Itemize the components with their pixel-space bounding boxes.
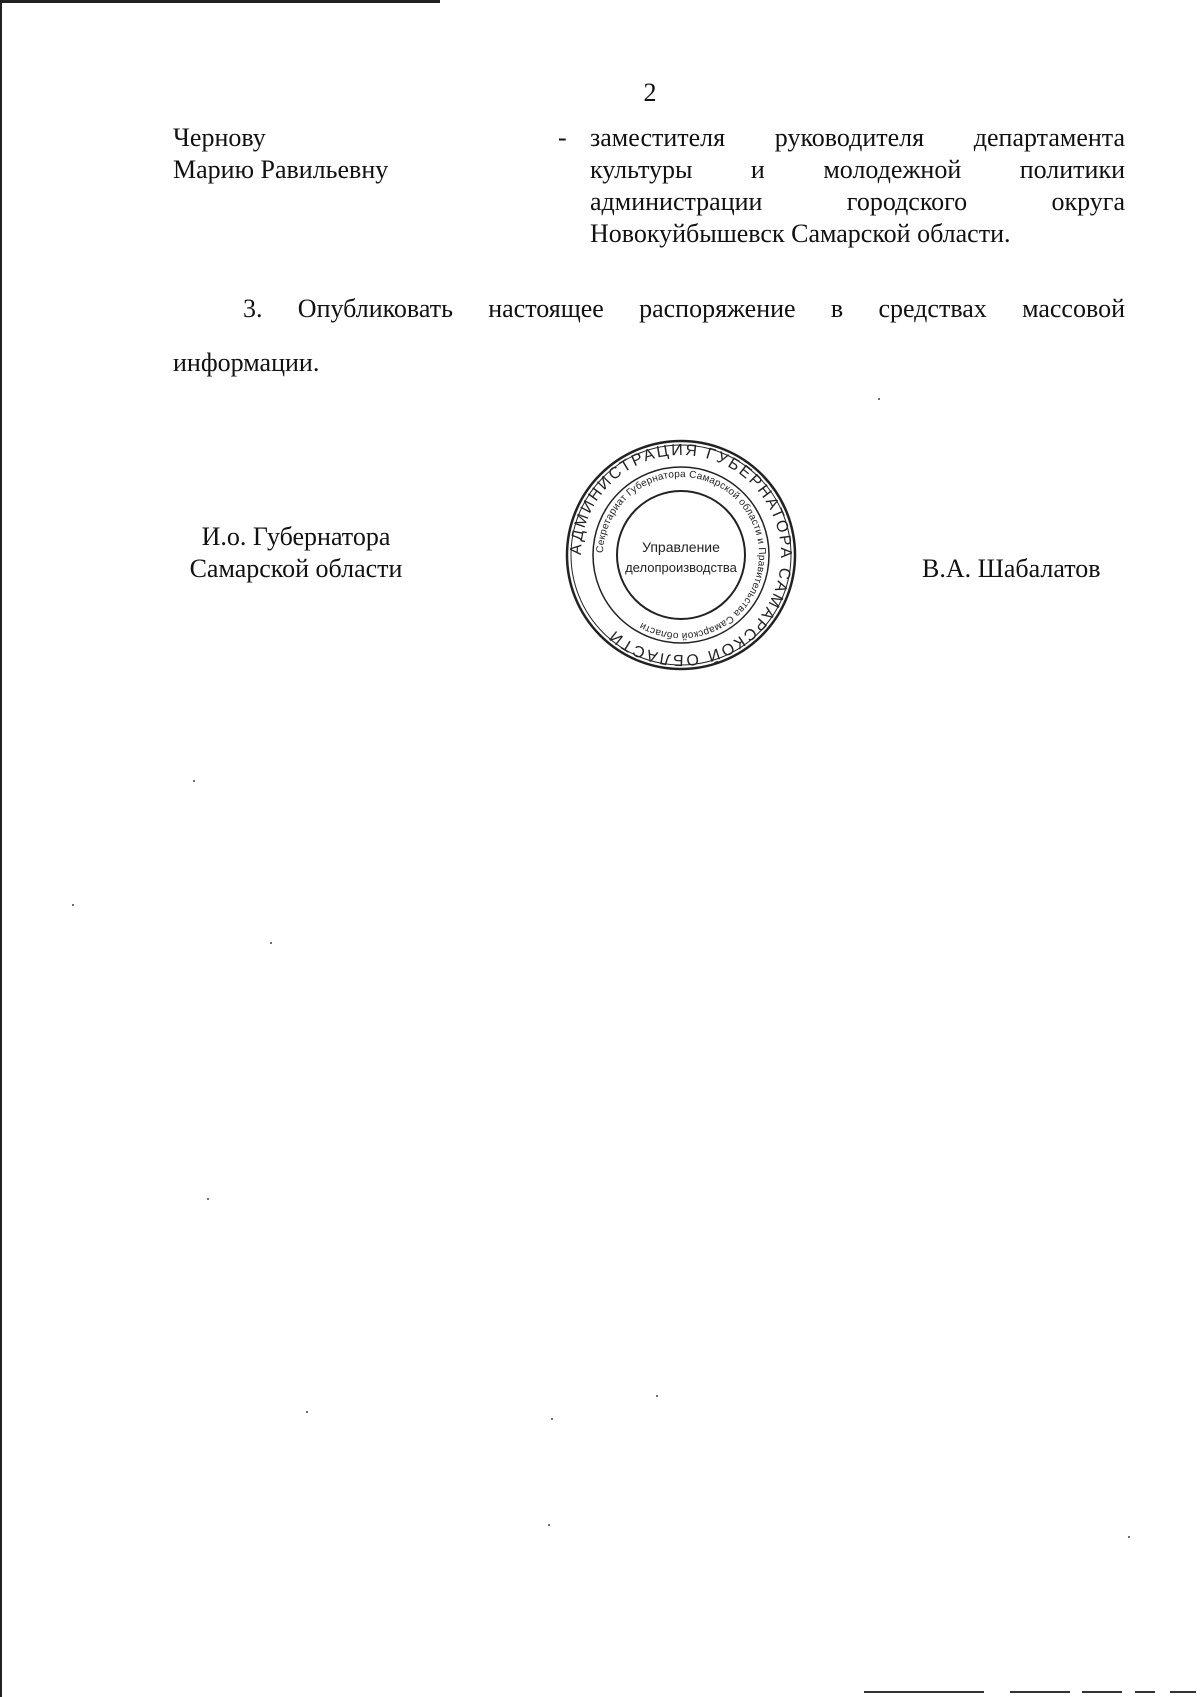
position-line: администрации городского округа [590,187,1125,216]
signatory-name: В.А. Шабалатов [922,554,1101,583]
scan-bottom-dash [1170,1691,1196,1693]
stamp-outer-text: АДМИНИСТРАЦИЯ ГУБЕРНАТОРА САМАРСКОЙ ОБЛАСТИ [567,441,795,669]
paragraph-3-line-2: информации. [173,348,320,377]
scan-speck [1128,1536,1130,1538]
scan-speck [270,942,272,944]
scan-speck [878,398,880,400]
scan-bottom-dash [864,1691,984,1693]
signatory-title-line: И.о. Губернатора [201,522,391,551]
appointee-surname: Чернову [173,123,266,152]
scan-speck [656,1395,658,1397]
official-stamp [563,437,799,673]
list-dash: - [558,123,567,152]
scan-speck [551,1418,553,1420]
paragraph-3-line-1: 3. Опубликовать настоящее распоряжение в средствах массовой [243,294,1125,323]
scan-speck [306,1411,308,1413]
scan-speck [72,904,74,906]
page-number: 2 [643,78,657,107]
position-line: заместителя руководителя департамента [590,123,1125,152]
stamp-center-line-2: делопроизводства [625,560,737,575]
signatory-title [176,521,416,585]
scan-bottom-dash [1010,1691,1070,1693]
stamp-center-line-1: Управление [642,539,720,555]
scan-speck [193,780,195,782]
scan-edge-top [0,0,440,3]
scan-edge-left [0,0,6,1697]
scan-bottom-dash [1082,1691,1122,1693]
stamp-middle-circle [593,467,769,643]
scan-bottom-dash [1135,1691,1155,1693]
paragraph-3 [173,282,1125,390]
appointee-given-names: Марию Равильевну [173,155,389,184]
position-line: Новокуйбышевск Самарской области. [590,219,1011,248]
stamp-ring-text: Секретариат Губернатора Самарской области и Правительства Самарской области [594,468,768,642]
stamp-inner-circle [617,491,745,619]
appointee-position [590,122,1125,250]
scan-speck [207,1198,209,1200]
appointee-name [173,122,388,186]
position-line: культуры и молодежной политики [590,155,1125,184]
signatory-title-line: Самарской области [189,554,403,583]
scan-speck [548,1524,550,1526]
